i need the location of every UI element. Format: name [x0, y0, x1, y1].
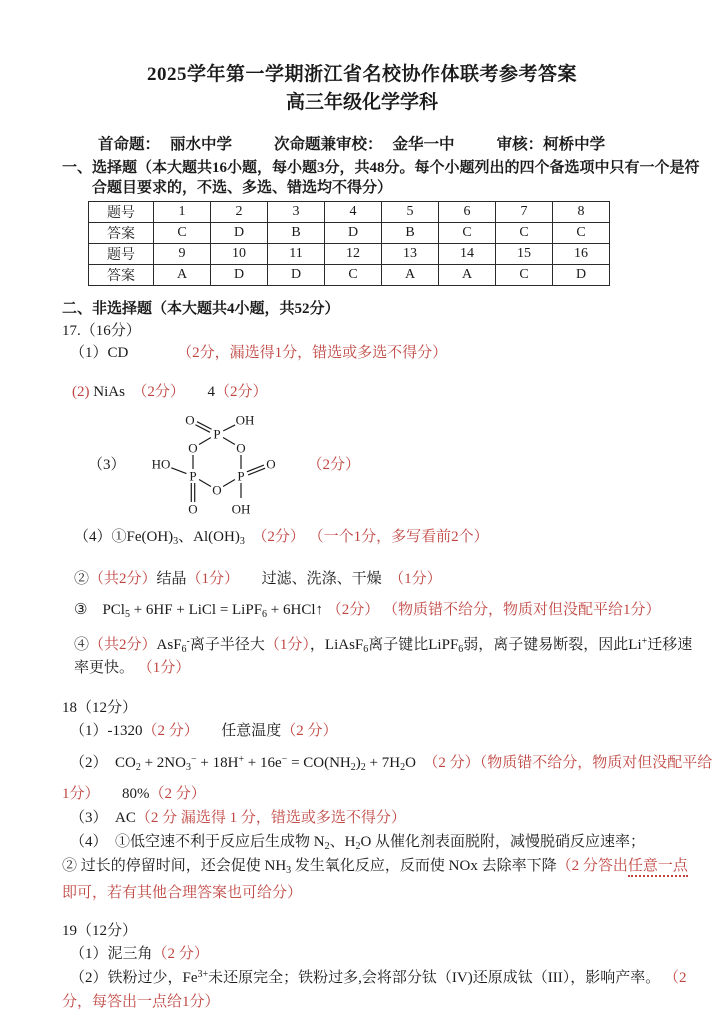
meta-value: 金华一中	[392, 136, 455, 153]
answer-text: 未还原完全；铁粉过多,会将部分钛（IV)还原成钛（III），影响产率。	[208, 970, 664, 986]
q17-part4-4b	[74, 658, 662, 678]
score-note: (2)	[72, 384, 94, 400]
atom-label-o: O	[184, 412, 195, 428]
q18-part2b	[62, 784, 662, 804]
bond-line	[223, 480, 235, 487]
answer-text: 3+	[197, 969, 209, 980]
answer-cell: 13	[382, 244, 439, 265]
q18-part4b	[62, 856, 688, 876]
answer-text	[245, 529, 260, 545]
meta-reviewer	[497, 134, 606, 156]
meta-label: 审核：	[496, 136, 544, 153]
answer-cell: B	[382, 223, 439, 244]
score-note: （2 分 漏选得 1 分，错选或多选不得分）	[135, 810, 406, 826]
answer-text: 2	[350, 762, 356, 773]
answer-cell: C	[496, 223, 553, 244]
answer-cell: D	[211, 265, 268, 286]
q17-part4-3	[74, 600, 662, 620]
answer-cell: 14	[439, 244, 496, 265]
answer-text: （2） CO	[70, 755, 136, 771]
atom-label-o: O	[187, 501, 198, 517]
answer-text: 6	[181, 644, 187, 655]
answer-text: 弱，离子键易断裂，因此Li	[463, 637, 642, 653]
exam-meta-line	[62, 134, 662, 156]
score-note: （2分）	[139, 384, 178, 400]
row-header-cell: 答案	[89, 223, 154, 244]
answer-cell: 5	[382, 202, 439, 223]
meta-label: 首命题：	[98, 136, 161, 153]
score-note: 任意一点	[628, 858, 688, 877]
answer-text: （1）CD	[70, 345, 178, 361]
q19-part1	[70, 944, 662, 964]
answer-text: 一、选择题（本大题共16小题，每小题3分，共48分。每个小题列出的四个备选项中只有一个是符	[62, 160, 700, 176]
answer-text: −	[190, 754, 197, 765]
score-note: （2分）	[307, 456, 361, 473]
score-note: （2分）	[214, 384, 268, 400]
bond-line	[195, 425, 210, 433]
page-title: 2025学年第一学期浙江省名校协作体联考参考答案	[146, 64, 577, 85]
answer-text: + 6HCl↑	[267, 602, 327, 618]
answer-cell: 11	[268, 244, 325, 265]
answer-text: 6	[262, 609, 268, 620]
bond-line	[246, 465, 263, 472]
answer-text: 6	[363, 644, 369, 655]
atom-label-o: O	[187, 440, 198, 456]
answer-text: O 从催化剂表面脱附，减慢脱硝反应速率；	[360, 834, 646, 850]
q19-part2a	[70, 968, 687, 988]
answer-table	[88, 201, 610, 286]
q18-part2a	[70, 753, 713, 773]
answer-text: （1）-1320	[70, 723, 143, 739]
atom-label-ho: HO	[151, 456, 170, 472]
trimetaphosphoric-acid-structure	[142, 408, 288, 518]
score-note: （一个1分，多写看前2个）	[304, 529, 489, 545]
answer-text: 结晶	[156, 571, 187, 587]
answer-cell: 9	[154, 244, 211, 265]
answer-text: 18（12分）	[62, 700, 138, 716]
answer-cell: D	[553, 265, 610, 286]
answer-cell: A	[154, 265, 211, 286]
bond-line	[197, 422, 212, 430]
answer-cell: A	[439, 265, 496, 286]
answer-cell: 4	[325, 202, 382, 223]
row-header-cell: 题号	[89, 202, 154, 223]
answer-text: 5	[124, 609, 130, 620]
score-note: （2 分）	[149, 786, 206, 802]
answer-text: （4） ①低空速不利于反应后生成物 N	[70, 834, 325, 850]
score-note: （2分）	[259, 529, 305, 545]
score-note: （共2分）	[89, 571, 157, 587]
page-subtitle: 高三年级化学学科	[285, 92, 438, 113]
answer-text: 过滤、洗涤、干燥	[231, 571, 397, 587]
score-note: （2分）	[326, 602, 380, 618]
answer-cell: C	[325, 265, 382, 286]
table-row	[89, 202, 610, 223]
atom-label-oh: OH	[231, 501, 250, 517]
answer-text: 二、非选择题（本大题共4小题，共52分）	[62, 301, 340, 317]
score-note: （2 分）	[430, 755, 480, 771]
score-note: （2 分）	[142, 723, 192, 739]
document-flow	[62, 158, 713, 1012]
bond-line	[199, 438, 211, 445]
atom-label-p: P	[236, 468, 245, 484]
answer-text: + 2NO	[140, 755, 186, 771]
meta-second-proposer	[274, 134, 455, 156]
answer-text: + 6HF + LiCl = LiPF	[129, 602, 263, 618]
q18-part1	[70, 721, 662, 741]
score-note: （1分）	[186, 571, 232, 587]
answer-text: +	[238, 754, 245, 765]
answer-text: 4	[177, 384, 215, 400]
answer-text: （2）铁粉过少，Fe	[70, 970, 198, 986]
answer-cell: C	[439, 223, 496, 244]
answer-text: 迁移速	[647, 637, 693, 653]
answer-cell: B	[268, 223, 325, 244]
answer-text: 、Al(OH)	[178, 529, 240, 545]
bond-line	[248, 468, 265, 475]
answer-cell: 7	[496, 202, 553, 223]
answer-text: ②	[74, 571, 90, 587]
meta-value: 丽水中学	[170, 136, 233, 153]
meta-first-proposer	[98, 134, 232, 156]
answer-text: ，LiAsF	[309, 637, 364, 653]
answer-text: 3	[185, 762, 191, 773]
answer-text: 2	[355, 841, 361, 852]
answer-text: -	[186, 636, 190, 647]
section2-heading	[62, 299, 662, 319]
answer-cell: 6	[439, 202, 496, 223]
score-note: （共2分）	[89, 637, 157, 653]
answer-text: 任意温度	[191, 723, 282, 739]
score-note: （2分，漏选得1分，错选或多选不得分）	[177, 345, 448, 361]
score-note: （2 分答出	[556, 858, 628, 874]
answer-text: 3	[173, 536, 179, 547]
bond-line	[199, 480, 211, 487]
score-note: 分，每答出一点给1分）	[62, 994, 220, 1010]
answer-text: 6	[458, 644, 464, 655]
answer-cell: 8	[553, 202, 610, 223]
atom-label-p: P	[188, 468, 197, 484]
row-header-cell: 答案	[89, 265, 154, 286]
atom-label-o: O	[211, 482, 222, 498]
item-label: （3）	[88, 456, 126, 473]
atom-label-o: O	[265, 456, 276, 472]
answer-cell: 15	[496, 244, 553, 265]
bond-line	[223, 438, 235, 445]
answer-text: 19（12分）	[62, 923, 138, 939]
answer-text: NiAs	[93, 384, 140, 400]
answer-text: + 7H	[365, 755, 401, 771]
answer-cell: 12	[325, 244, 382, 265]
answer-text: + 18H	[196, 755, 239, 771]
q18-part4a	[70, 832, 662, 852]
answer-text: = CO(NH	[287, 755, 351, 771]
question-19-heading	[62, 921, 662, 941]
q18-part4c	[62, 883, 662, 903]
score-note: （1分）	[264, 637, 310, 653]
answer-cell: 10	[211, 244, 268, 265]
answer-text: +	[641, 636, 648, 647]
score-note: （1分）	[137, 660, 191, 676]
answer-text: （4）①Fe(OH)	[74, 529, 174, 545]
q17-part3-line	[88, 408, 662, 518]
question-17-heading	[62, 321, 662, 341]
answer-cell: C	[553, 223, 610, 244]
answer-cell: C	[496, 265, 553, 286]
score-note: （2 分）	[281, 723, 338, 739]
q17-part4-4a	[74, 635, 693, 655]
answer-text: 发生氧化反应，反而使 NOx 去除率下降	[291, 858, 557, 874]
q17-part4-2	[74, 569, 662, 589]
table-row	[89, 223, 610, 244]
atom-label-p: P	[212, 426, 221, 442]
score-note: （物质错不给分，物质对但没配平给	[479, 755, 713, 771]
answer-text: −	[281, 754, 288, 765]
answer-cell: 16	[553, 244, 610, 265]
answer-text: 2	[135, 762, 141, 773]
meta-label: 次命题兼审校：	[274, 136, 383, 153]
answer-text: （1）泥三角	[70, 946, 153, 962]
row-header-cell: 题号	[89, 244, 154, 265]
bond-line	[223, 425, 235, 431]
score-note: （2	[663, 970, 687, 986]
meta-value: 柯桥中学	[543, 136, 606, 153]
section1-heading-line2	[92, 178, 662, 198]
answer-text: 、H	[329, 834, 356, 850]
answer-text: 率更快。	[74, 660, 138, 676]
atom-label-oh: OH	[235, 412, 254, 428]
answer-cell: D	[268, 265, 325, 286]
answer-cell: 2	[211, 202, 268, 223]
q19-part2b	[62, 992, 662, 1012]
answer-text: 2	[360, 762, 366, 773]
score-note: 即可，若有其他合理答案也可给分）	[62, 885, 303, 901]
score-note: （物质错不给分，物质对但没配平给1分）	[379, 602, 661, 618]
answer-text: O	[405, 755, 431, 771]
answer-text: + 16e	[244, 755, 282, 771]
q18-part3	[70, 808, 662, 828]
answer-text: 离子半径大	[189, 637, 265, 653]
atom-label-o: O	[235, 440, 246, 456]
answer-text: 3	[286, 865, 292, 876]
score-note: （2 分）	[152, 946, 209, 962]
table-row	[89, 244, 610, 265]
answer-cell: 3	[268, 202, 325, 223]
answer-cell: 1	[154, 202, 211, 223]
answer-cell: A	[382, 265, 439, 286]
answer-text: 2	[400, 762, 406, 773]
answer-text: 3	[239, 536, 245, 547]
table-row	[89, 265, 610, 286]
answer-cell: D	[211, 223, 268, 244]
bond-line	[171, 468, 186, 474]
answer-cell: D	[325, 223, 382, 244]
section1-heading-line1	[62, 158, 700, 178]
answer-text: （3） AC	[70, 810, 136, 826]
q17-part2	[72, 382, 662, 402]
question-18-heading	[62, 698, 662, 718]
answer-text: 离子键比LiPF	[368, 637, 459, 653]
q17-part4-1	[74, 527, 662, 547]
answer-text: 2	[324, 841, 330, 852]
answer-text: 合题目要求的，不选、多选、错选均不得分）	[92, 180, 393, 196]
answer-text: )	[355, 755, 361, 771]
answer-text: ② 过长的停留时间，还会促使 NH	[62, 858, 287, 874]
answer-text: 17.（16分）	[62, 323, 141, 339]
answer-text: 80%	[92, 786, 150, 802]
score-note: （1分）	[396, 571, 442, 587]
answer-cell: C	[154, 223, 211, 244]
score-note: 1分）	[62, 786, 93, 802]
q17-part1	[70, 343, 662, 363]
answer-text: ③ PCl	[74, 602, 125, 618]
answer-text: AsF	[156, 637, 182, 653]
answer-text: ④	[74, 637, 90, 653]
